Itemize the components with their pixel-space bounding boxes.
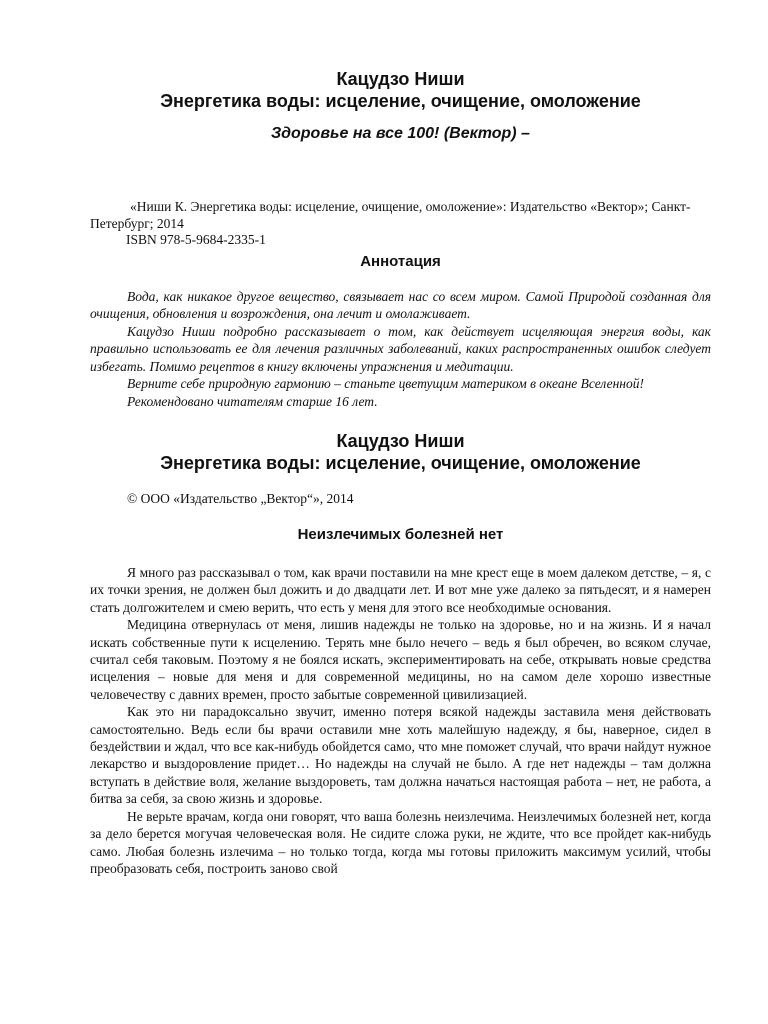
chapter-paragraph: Не верьте врачам, когда они говорят, что ваша болезнь неизлечима. Неизлечимых болезней нет, когда за дело берется могучая человеческая воля. Не сидите сложа руки, не ждите, что все пройдет как-нибудь само. Любая болезнь излечима – но только тогда, когда мы готовы приложить максимум усилий, чтобы преобразовать себя, построить заново свой [90,808,711,876]
author-name: Кацудзо Ниши [336,69,465,89]
annotation-heading: Аннотация [360,252,441,270]
second-header [90,430,711,474]
bibliography [90,199,711,249]
chapter-section [90,525,711,877]
annotation-paragraph: Кацудзо Ниши подробно рассказывает о том, как действует исцеляющая энергия воды, как правильно использовать ее для лечения различных заболеваний, каких распространенных ошибок следует избегать. Помимо рецептов в книгу включены упражнения и медитации. [90,323,711,374]
book-title: Энергетика воды: исцеление, очищение, омоложение [160,91,641,111]
chapter-paragraph: Как это ни парадоксально звучит, именно потеря всякой надежды заставила меня действовать самостоятельно. Ведь если бы врачи оставили мне хоть малейшую надежду, я бы, наверное, сидел в бездействии и ждал, что все как-нибудь обойдется само, что мне поможет случай, что врачи найдут нужное лекарство и выздоровление придет… Но надежды на случай не было. А где нет надежды – там должна вступать в действие воля, желание выздороветь, там должна начаться настоящая работа – нет, не работа, а битва за себя, за свою жизнь и здоровье. [90,704,711,807]
annotation-paragraph: Верните себе природную гармонию – станьте цветущим материком в океане Вселенной! [127,376,644,391]
copyright-notice: © ООО «Издательство „Вектор“», 2014 [127,491,354,506]
document-page [90,0,711,877]
book-header [90,0,711,144]
chapter-paragraph: Я много раз рассказывал о том, как врачи поставили на мне крест еще в моем далеком детстве, – я, с их точки зрения, не должен был дожить и до двадцати лет. И вот мне уже далеко за пятьдесят, и я намерен стать долгожителем и смею верить, что есть у меня для этого все необходимые основания. [90,565,711,615]
book-title-repeat: Энергетика воды: исцеление, очищение, омоложение [160,453,641,473]
author-name-repeat: Кацудзо Ниши [336,431,465,451]
annotation-section [90,252,711,411]
series-title: Здоровье на все 100! (Вектор) – [271,125,530,142]
isbn: ISBN 978-5-9684-2335-1 [126,232,266,247]
chapter-paragraph: Медицина отвернулась от меня, лишив надежды не только на здоровье, но и на жизнь. И я начал искать собственные пути к исцелению. Терять мне было нечего – ведь я был обречен, во всяком случае, считал себя таковым. Поэтому я не боялся искать, экспериментировать на себе, открывать новые средства исцеления – новые для меня и для современной медицины, но на самом деле хорошо известные человечеству с давних времен, просто забытые современной цивилизацией. [90,617,711,702]
annotation-paragraph: Вода, как никакое другое вещество, связывает нас со всем миром. Самой Природой созданная для очищения, обновления и возрождения, она лечит и омолаживает. [90,288,711,321]
bibliography-citation: «Ниши К. Энергетика воды: исцеление, очищение, омоложение»: Издательство «Вектор»; Санкт-Петербург; 2014 [90,199,691,231]
annotation-paragraph: Рекомендовано читателям старше 16 лет. [127,393,378,409]
chapter-heading: Неизлечимых болезней нет [297,526,504,543]
